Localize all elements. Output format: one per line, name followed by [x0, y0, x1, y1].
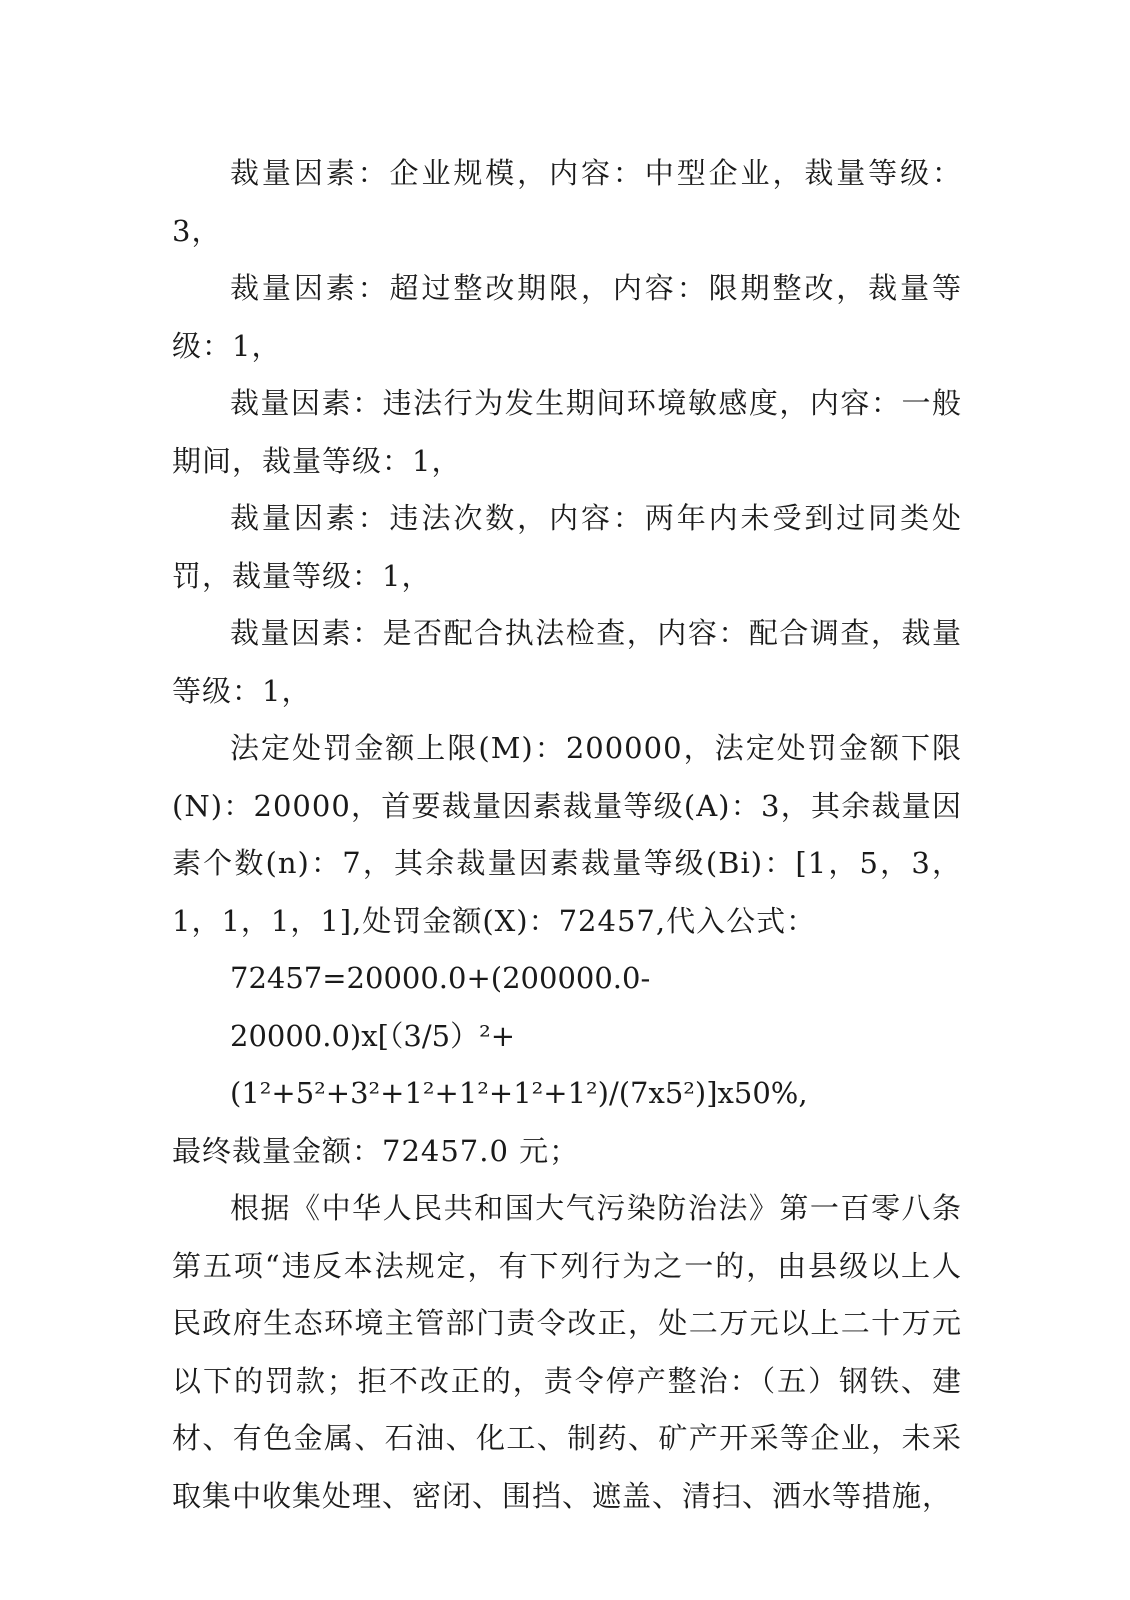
factor-environmental-sensitivity: 裁量因素：违法行为发生期间环境敏感度，内容：一般期间，裁量等级：1， — [172, 386, 962, 478]
factor-overdue-rectification: 裁量因素：超过整改期限，内容：限期整改，裁量等级：1， — [172, 271, 962, 363]
legal-basis: 根据《中华人民共和国大气污染防治法》第一百零八条第五项“违反本法规定，有下列行为之一的，由县级以上人民政府生态环境主管部门责令改正，处二万元以上二十万元以下的罚款；拒不改正的，责令停产整治：（五）钢铁、建材、有色金属、石油、化工、制药、矿产开采等企业，未采取集中收集处理、密闭、围挡、遮盖、清扫、洒水等措施， — [172, 1191, 962, 1513]
formula-line-2: 20000.0)x[（3/5）²+(1²+5²+3²+1²+1²+1²+1²)/(7x5²)]x50%, — [230, 1018, 808, 1110]
document-page — [172, 145, 962, 1525]
factor-cooperation: 裁量因素：是否配合执法检查，内容：配合调查，裁量等级：1， — [172, 616, 962, 708]
formula-line-1: 72457=20000.0+(200000.0- — [230, 961, 651, 995]
factor-violation-count: 裁量因素：违法次数，内容：两年内未受到过同类处罚，裁量等级：1， — [172, 501, 962, 593]
penalty-parameters: 法定处罚金额上限(M)：200000，法定处罚金额下限(N)：20000，首要裁量因素裁量等级(A)：3，其余裁量因素个数(n)：7，其余裁量因素裁量等级(Bi)：[1，5，3，1，1，1，1],处罚金额(X)：72457,代入公式： — [172, 731, 962, 938]
final-amount: 最终裁量金额：72457.0 元； — [172, 1133, 580, 1168]
formula-block — [172, 1008, 962, 1181]
factor-enterprise-scale: 裁量因素：企业规模，内容：中型企业，裁量等级：3， — [172, 156, 962, 248]
